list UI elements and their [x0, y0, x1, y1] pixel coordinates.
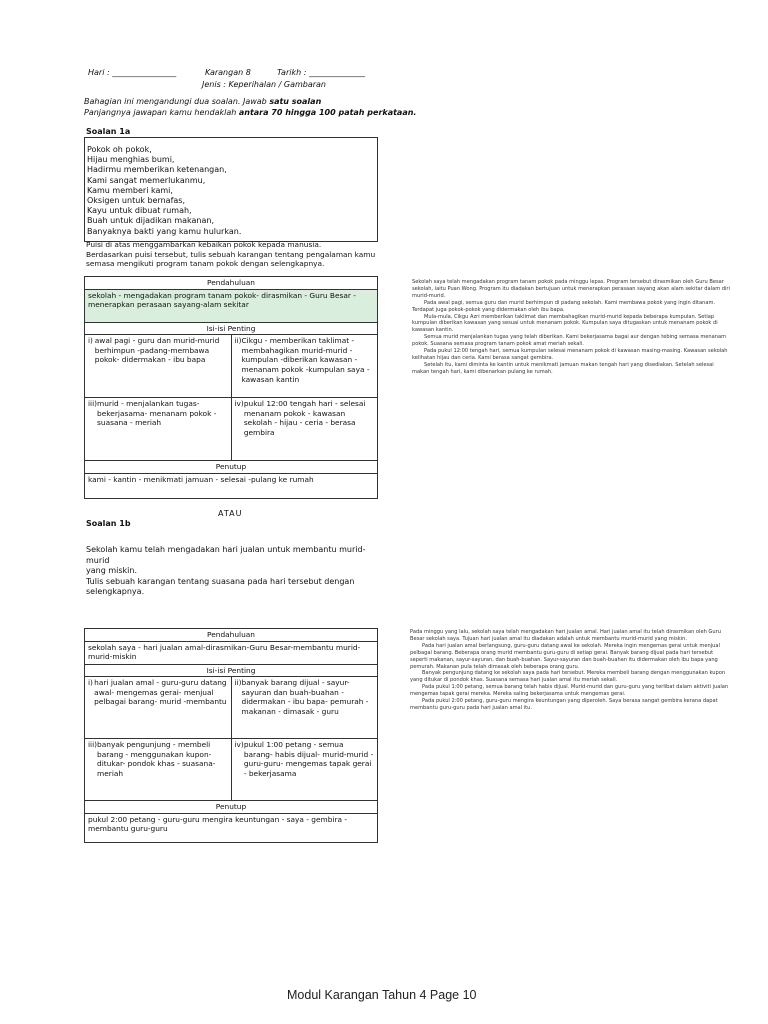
- soalan-1a-title: Soalan 1a: [86, 127, 131, 136]
- essay-paragraph: Pada hari jualan amal berlangsung, guru-guru datang awal ke sekolah. Mereka ingin mengemas gerai untuk menjual pelbagai barang. Beberapa orang murid membantu guru-guru di setiap gerai. Banyak barang dijual pada hari tersebut seperti makanan, sayur-sayuran, dan buah-buahan. Sayur-sayuran dan buah-buahan itu didermakan oleh ibu bapa yang pemurah. Makanan pula telah dimasak oleh beberapa orang guru.: [410, 642, 720, 670]
- poem-line: Kayu untuk dibuat rumah,: [87, 206, 192, 216]
- penutup-content: kami - kantin - menikmati jamuan - selesai -pulang ke rumah: [85, 473, 378, 498]
- penutup-header: Penutup: [85, 801, 378, 814]
- isi-number: iv): [234, 740, 244, 750]
- isi-number: iii): [88, 399, 98, 409]
- isi-text: banyak barang dijual - sayur-sayuran dan buah-buahan - didermakan - ibu bapa- pemurah - makanan - dimasak - guru: [241, 678, 369, 716]
- plan-table-1b: [84, 628, 378, 843]
- essay-paragraph: Pada pukul 12:00 tengah hari, semua kumpulan selesai menanam pokok di kawasan masing-masing. Kawasan sekolah kelihatan hijau dan ceria. Kami berasa sangat gembira.: [412, 348, 728, 361]
- plan-table-1a: [84, 276, 378, 499]
- prompt-line: selengkapnya.: [86, 587, 145, 596]
- isi-header: Isi-isi Penting: [85, 322, 378, 335]
- isi-header: Isi-isi Penting: [85, 664, 378, 677]
- essay-paragraph: Mula-mula, Cikgu Azri memberikan taklimat dan membahagikan murid-murid kepada beberapa kumpulan. Setiap kumpulan diberikan kawasan yang sesuai untuk menanam pokok. Kumpulan saya ditugaskan untuk menanam pokok di kawasan kantin.: [412, 313, 718, 334]
- poem-line: Pokok oh pokok,: [87, 145, 152, 154]
- poem-line: Kamu memberi kami,: [87, 185, 173, 195]
- instruction-line-1: [84, 97, 321, 108]
- page-footer: Modul Karangan Tahun 4 Page 10: [287, 988, 477, 1002]
- prompt-line: yang miskin.: [86, 566, 137, 575]
- tarikh-field: Tarikh : ______________: [277, 68, 365, 77]
- poem-box: [84, 137, 378, 242]
- isi-text: Cikgu - memberikan taklimat - membahagikan murid-murid - kumpulan -diberikan kawasan - menanam pokok -kumpulan saya - kawasan kantin: [241, 336, 370, 384]
- poem-line: Oksigen untuk bernafas,: [87, 196, 186, 206]
- atau-divider: ATAU: [218, 509, 243, 518]
- pendahuluan-content: sekolah saya - hari jualan amal-dirasmikan-Guru Besar-membantu murid-murid-miskin: [85, 641, 378, 664]
- isi-cell: [85, 335, 232, 398]
- essay-paragraph: Sekolah saya telah mengadakan program tanam pokok pada minggu lepas. Program tersebut dirasmikan oleh Guru Besar sekolah, iaitu Puan Wong. Program itu diadakan bertujuan untuk menerapkan perasaan sayang akan alam sekitar dalam diri murid-murid.: [412, 279, 730, 299]
- prompt-line: Sekolah kamu telah mengadakan hari jualan untuk membantu murid-murid: [86, 545, 366, 565]
- soalan-1a-prompt: [86, 240, 386, 270]
- prompt-line: Tulis sebuah karangan tentang suasana pada hari tersebut dengan: [86, 576, 355, 586]
- instruction-2-text: Panjangnya jawapan kamu hendaklah: [84, 108, 239, 117]
- prompt-line: Berdasarkan puisi tersebut, tulis sebuah karangan tentang pengalaman kamu: [86, 249, 376, 259]
- isi-number: ii): [234, 678, 242, 688]
- essay-paragraph: Semua murid menjalankan tugas yang telah diberikan. Kami bekerjasama bagai aur dengan tebing semasa menanam pokok. Suasana semasa program tanam pokok amat meriah sekali.: [412, 334, 727, 348]
- karangan-number: Karangan 8: [205, 68, 251, 77]
- isi-text: murid - menjalankan tugas-bekerjasama- menanam pokok - suasana - meriah: [97, 399, 217, 428]
- isi-cell: [231, 398, 378, 461]
- isi-cell: [85, 739, 232, 801]
- instruction-1-emphasis: satu soalan: [269, 97, 322, 106]
- soalan-1b-title: Soalan 1b: [86, 519, 131, 528]
- penutup-header: Penutup: [85, 461, 378, 474]
- essay-paragraph: Pada awal pagi, semua guru dan murid berhimpun di padang sekolah. Kami membawa pokok yang ingin ditanam. Terdapat juga pokok-pokok yang didermakan oleh ibu bapa.: [412, 299, 716, 313]
- essay-paragraph: Pada pukul 1:00 petang, semua barang telah habis dijual. Murid-murid dan guru-guru yang terlibat dalam aktiviti jualan mengemas tapak gerai mereka. Mereka saling bekerjasama untuk mengemas gerai.: [410, 684, 729, 698]
- poem-line: Hadirmu memberikan ketenangan,: [87, 165, 227, 175]
- jenis-karangan: Jenis : Keperihalan / Gambaran: [202, 80, 327, 89]
- essay-paragraph: Setelah itu, kami diminta ke kantin untuk menikmati jamuan makan tengah hari yang disediakan. Setelah selesai makan tengah hari, kami dibenarkan pulang ke rumah.: [412, 361, 714, 375]
- essay-paragraph: Banyak pengunjung datang ke sekolah saya pada hari tersebut. Mereka membeli barang dengan menggunakan kupon yang ditukar di pondok khas. Suasana semasa hari jualan amal itu meriah sekali.: [410, 670, 726, 684]
- isi-text: pukul 12:00 tengah hari - selesai menanam pokok - kawasan sekolah - hijau - ceria - berasa gembira: [243, 399, 366, 437]
- isi-text: pukul 1:00 petang - semua barang- habis dijual- murid-murid - guru-guru- mengemas tapak gerai - bekerjasama: [243, 740, 374, 778]
- isi-cell: [231, 677, 378, 739]
- instruction-line-2: [84, 108, 416, 119]
- isi-cell: [231, 739, 378, 801]
- poem-text: [85, 138, 377, 237]
- essay-paragraph: Pada pukul 2:00 petang, guru-guru mengira keuntungan yang diperoleh. Saya berasa sangat gembira kerana dapat membantu guru-guru pada hari jualan amal itu.: [410, 698, 718, 711]
- isi-cell: [231, 335, 378, 398]
- isi-text: banyak pengunjung - membeli barang - menggunakan kupon- ditukar- pondok khas - suasana-meriah: [97, 740, 216, 778]
- pendahuluan-header: Pendahuluan: [85, 277, 378, 290]
- poem-line: Banyaknya bakti yang kamu hulurkan.: [87, 226, 242, 236]
- isi-text: awal pagi - guru dan murid-murid berhimpun -padang-membawa pokok- didermakan - ibu bapa: [94, 336, 220, 365]
- isi-number: iii): [88, 740, 98, 750]
- penutup-content: pukul 2:00 petang - guru-guru mengira keuntungan - saya - gembira - membantu guru-guru: [85, 813, 378, 842]
- isi-text: hari jualan amal - guru-guru datang awal- mengemas gerai- menjual pelbagai barang- murid -membantu: [94, 678, 227, 707]
- isi-number: i): [88, 336, 93, 346]
- sample-essay-1b: [410, 629, 730, 712]
- pendahuluan-content: sekolah - mengadakan program tanam pokok- dirasmikan - Guru Besar - menerapkan perasaan sayang-alam sekitar: [85, 289, 378, 322]
- instruction-2-emphasis: antara 70 hingga 100 patah perkataan.: [238, 108, 417, 117]
- sample-essay-1a: [412, 279, 732, 376]
- prompt-line: semasa mengikuti program tanam pokok dengan selengkapnya.: [86, 259, 325, 269]
- hari-field: Hari : ________________: [88, 68, 177, 77]
- isi-cell: [85, 398, 232, 461]
- poem-line: Buah untuk dijadikan makanan,: [87, 216, 215, 226]
- instruction-1-text: Bahagian ini mengandungi dua soalan. Jawab: [84, 97, 270, 106]
- soalan-1b-prompt: [86, 545, 386, 598]
- isi-cell: [85, 677, 232, 739]
- isi-number: iv): [234, 399, 244, 409]
- prompt-line: Puisi di atas menggambarkan kebaikan pokok kepada manusia.: [86, 240, 322, 249]
- poem-line: Kami sangat memerlukanmu,: [87, 175, 206, 185]
- poem-line: Hijau menghias bumi,: [87, 155, 175, 165]
- essay-paragraph: Pada minggu yang lalu, sekolah saya telah mengadakan hari jualan amal. Hari jualan amal itu telah dirasmikan oleh Guru Besar sekolah saya. Tujuan hari jualan amal itu diadakan adalah untuk membantu murid-murid yang miskin.: [410, 629, 721, 642]
- isi-number: i): [88, 678, 93, 688]
- isi-number: ii): [234, 336, 242, 346]
- pendahuluan-header: Pendahuluan: [85, 629, 378, 642]
